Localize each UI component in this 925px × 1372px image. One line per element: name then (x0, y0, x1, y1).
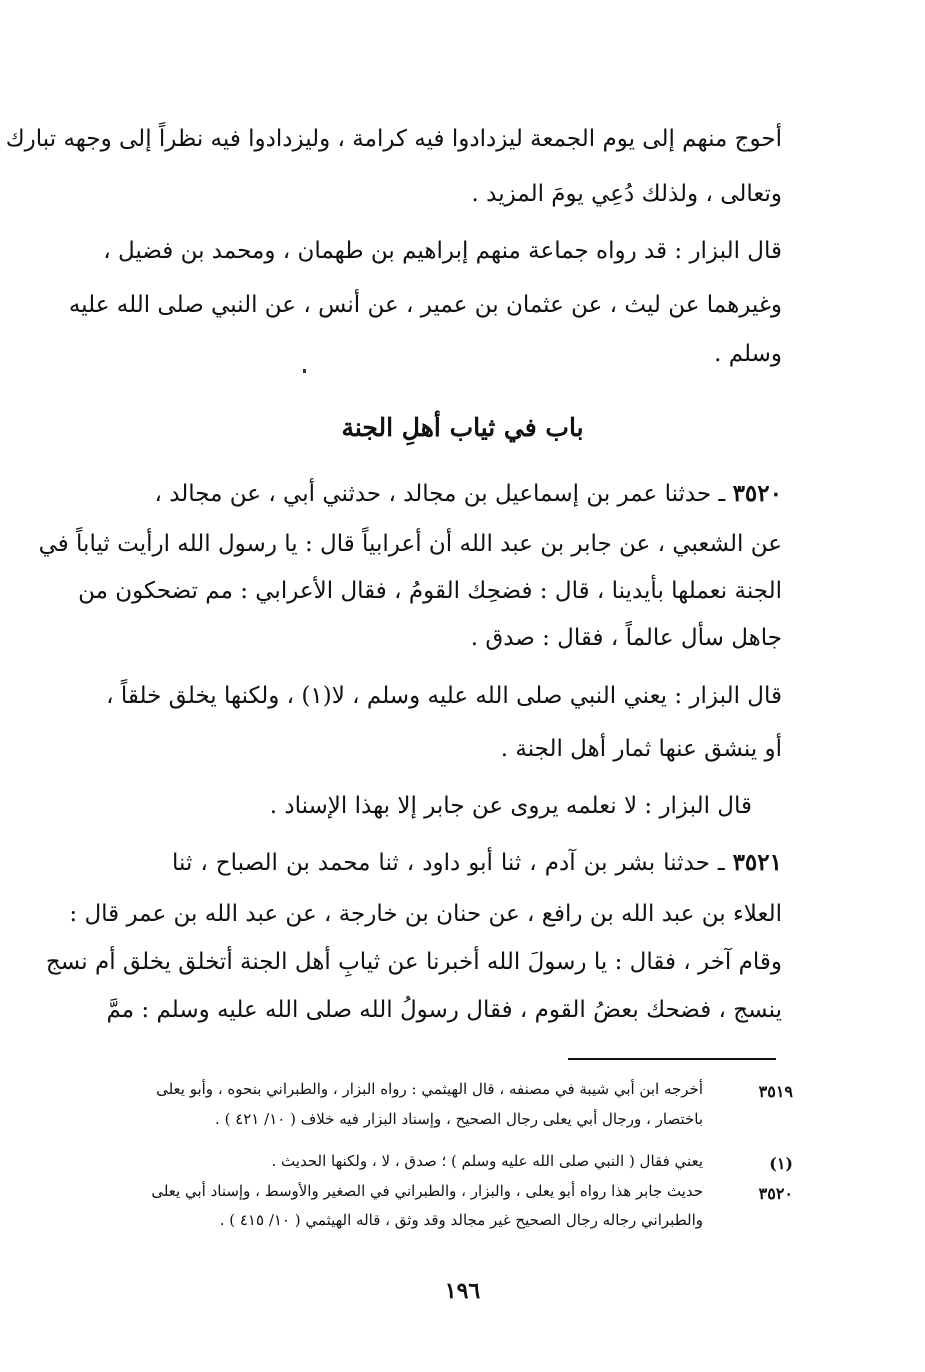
hadith-3521-line-2: العلاء بن عبد الله بن رافع ، عن حنان بن خارجة ، عن عبد الله بن عمر قال : (69, 901, 782, 927)
hadith-3520-line-2: عن الشعبي ، عن جابر بن عبد الله أن أعرابياً قال : يا رسول الله ارأيت ثياباً في (38, 531, 782, 557)
hadith-3521-number: ٣٥٢١ (732, 849, 782, 876)
footnote-3-line-1: حديث جابر هذا رواه أبو يعلى ، والبزار ، والطبراني في الصغير والأوسط ، وإسناد أبي يعلى (151, 1182, 703, 1200)
body-line-1: أحوج منهم إلى يوم الجمعة ليزدادوا فيه كرامة ، وليزدادوا فيه نظراً إلى وجهه تبارك (5, 126, 782, 152)
page-number: ١٩٦ (444, 1278, 481, 1304)
footnote-1-line-1: أخرجه ابن أبي شيبة في مصنفه ، قال الهيثمي : رواه البزار ، والطبراني بنحوه ، وأبو يعلى (156, 1080, 703, 1098)
bazzar-note-1-line-1 (106, 680, 782, 712)
body-line-5: وسلم . (714, 341, 782, 367)
body-line-4: وغيرهما عن ليث ، عن عثمان بن عمير ، عن أنس ، عن النبي صلى الله عليه (68, 292, 782, 318)
ink-speck (303, 369, 306, 373)
body-line-3 (103, 235, 782, 267)
hadith-3521-line-1-text: ـ حدثنا بشر بن آدم ، ثنا أبو داود ، ثنا محمد بن الصباح ، ثنا (172, 850, 725, 876)
hadith-3520-first (154, 478, 782, 510)
footnote-1-number: ٣٥١٩ (758, 1082, 793, 1101)
hadith-3521-line-3: وقام آخر ، فقال : يا رسولَ الله أخبرنا عن ثيابِ أهل الجنة أتخلق يخلق أم نسج (45, 949, 782, 975)
bazzar-note-1-line-1-text: قال البزار : يعني النبي صلى الله عليه وسلم ، لا(١) ، ولكنها يخلق خلقاً ، (106, 683, 782, 709)
body-line-2: وتعالى ، ولذلك دُعِي يومَ المزيد . (471, 181, 782, 207)
hadith-3520-line-4: جاهل سأل عالماً ، فقال : صدق . (470, 625, 782, 651)
footnote-3-number: ٣٥٢٠ (758, 1184, 793, 1203)
hadith-3520-line-3: الجنة نعملها بأيدينا ، قال : فضحِك القومُ ، فقال الأعرابي : مم تضحكون من (78, 578, 782, 604)
section-heading: باب في ثياب أهلِ الجنة (341, 413, 584, 442)
bazzar-note-1-line-2: أو ينشق عنها ثمار أهل الجنة . (500, 736, 782, 762)
footnote-divider (568, 1058, 776, 1060)
footnote-3-line-2: والطبراني رجاله رجال الصحيح غير مجالد وقد وثق ، قاله الهيثمي ( ١٠/ ٤١٥ ) . (219, 1211, 703, 1229)
body-line-3-text: قال البزار : قد رواه جماعة منهم إبراهيم بن طهمان ، ومحمد بن فضيل ، (103, 238, 782, 264)
hadith-3520-number: ٣٥٢٠ (732, 480, 782, 507)
footnote-2-number: (١) (769, 1154, 793, 1173)
footnote-2-line-1: يعني فقال ( النبي صلى الله عليه وسلم ) ؛ صدق ، لا ، ولكنها الحديث . (271, 1152, 703, 1170)
hadith-3521-first (172, 847, 782, 879)
hadith-3520-line-1-text: ـ حدثنا عمر بن إسماعيل بن مجالد ، حدثني أبي ، عن مجالد ، (154, 481, 726, 507)
bazzar-note-2: قال البزار : لا نعلمه يروى عن جابر إلا بهذا الإسناد . (269, 793, 752, 819)
hadith-3521-line-4: ينسج ، فضحك بعضُ القوم ، فقال رسولُ الله صلى الله عليه وسلم : ممَّ (106, 997, 782, 1023)
hadith-3521-line-1 (142, 847, 782, 879)
footnote-1-line-2: باختصار ، ورجال أبي يعلى رجال الصحيح ، وإسناد البزار فيه خلاف ( ١٠/ ٤٢١ ) . (215, 1110, 703, 1128)
hadith-3520-line-1 (142, 478, 782, 510)
